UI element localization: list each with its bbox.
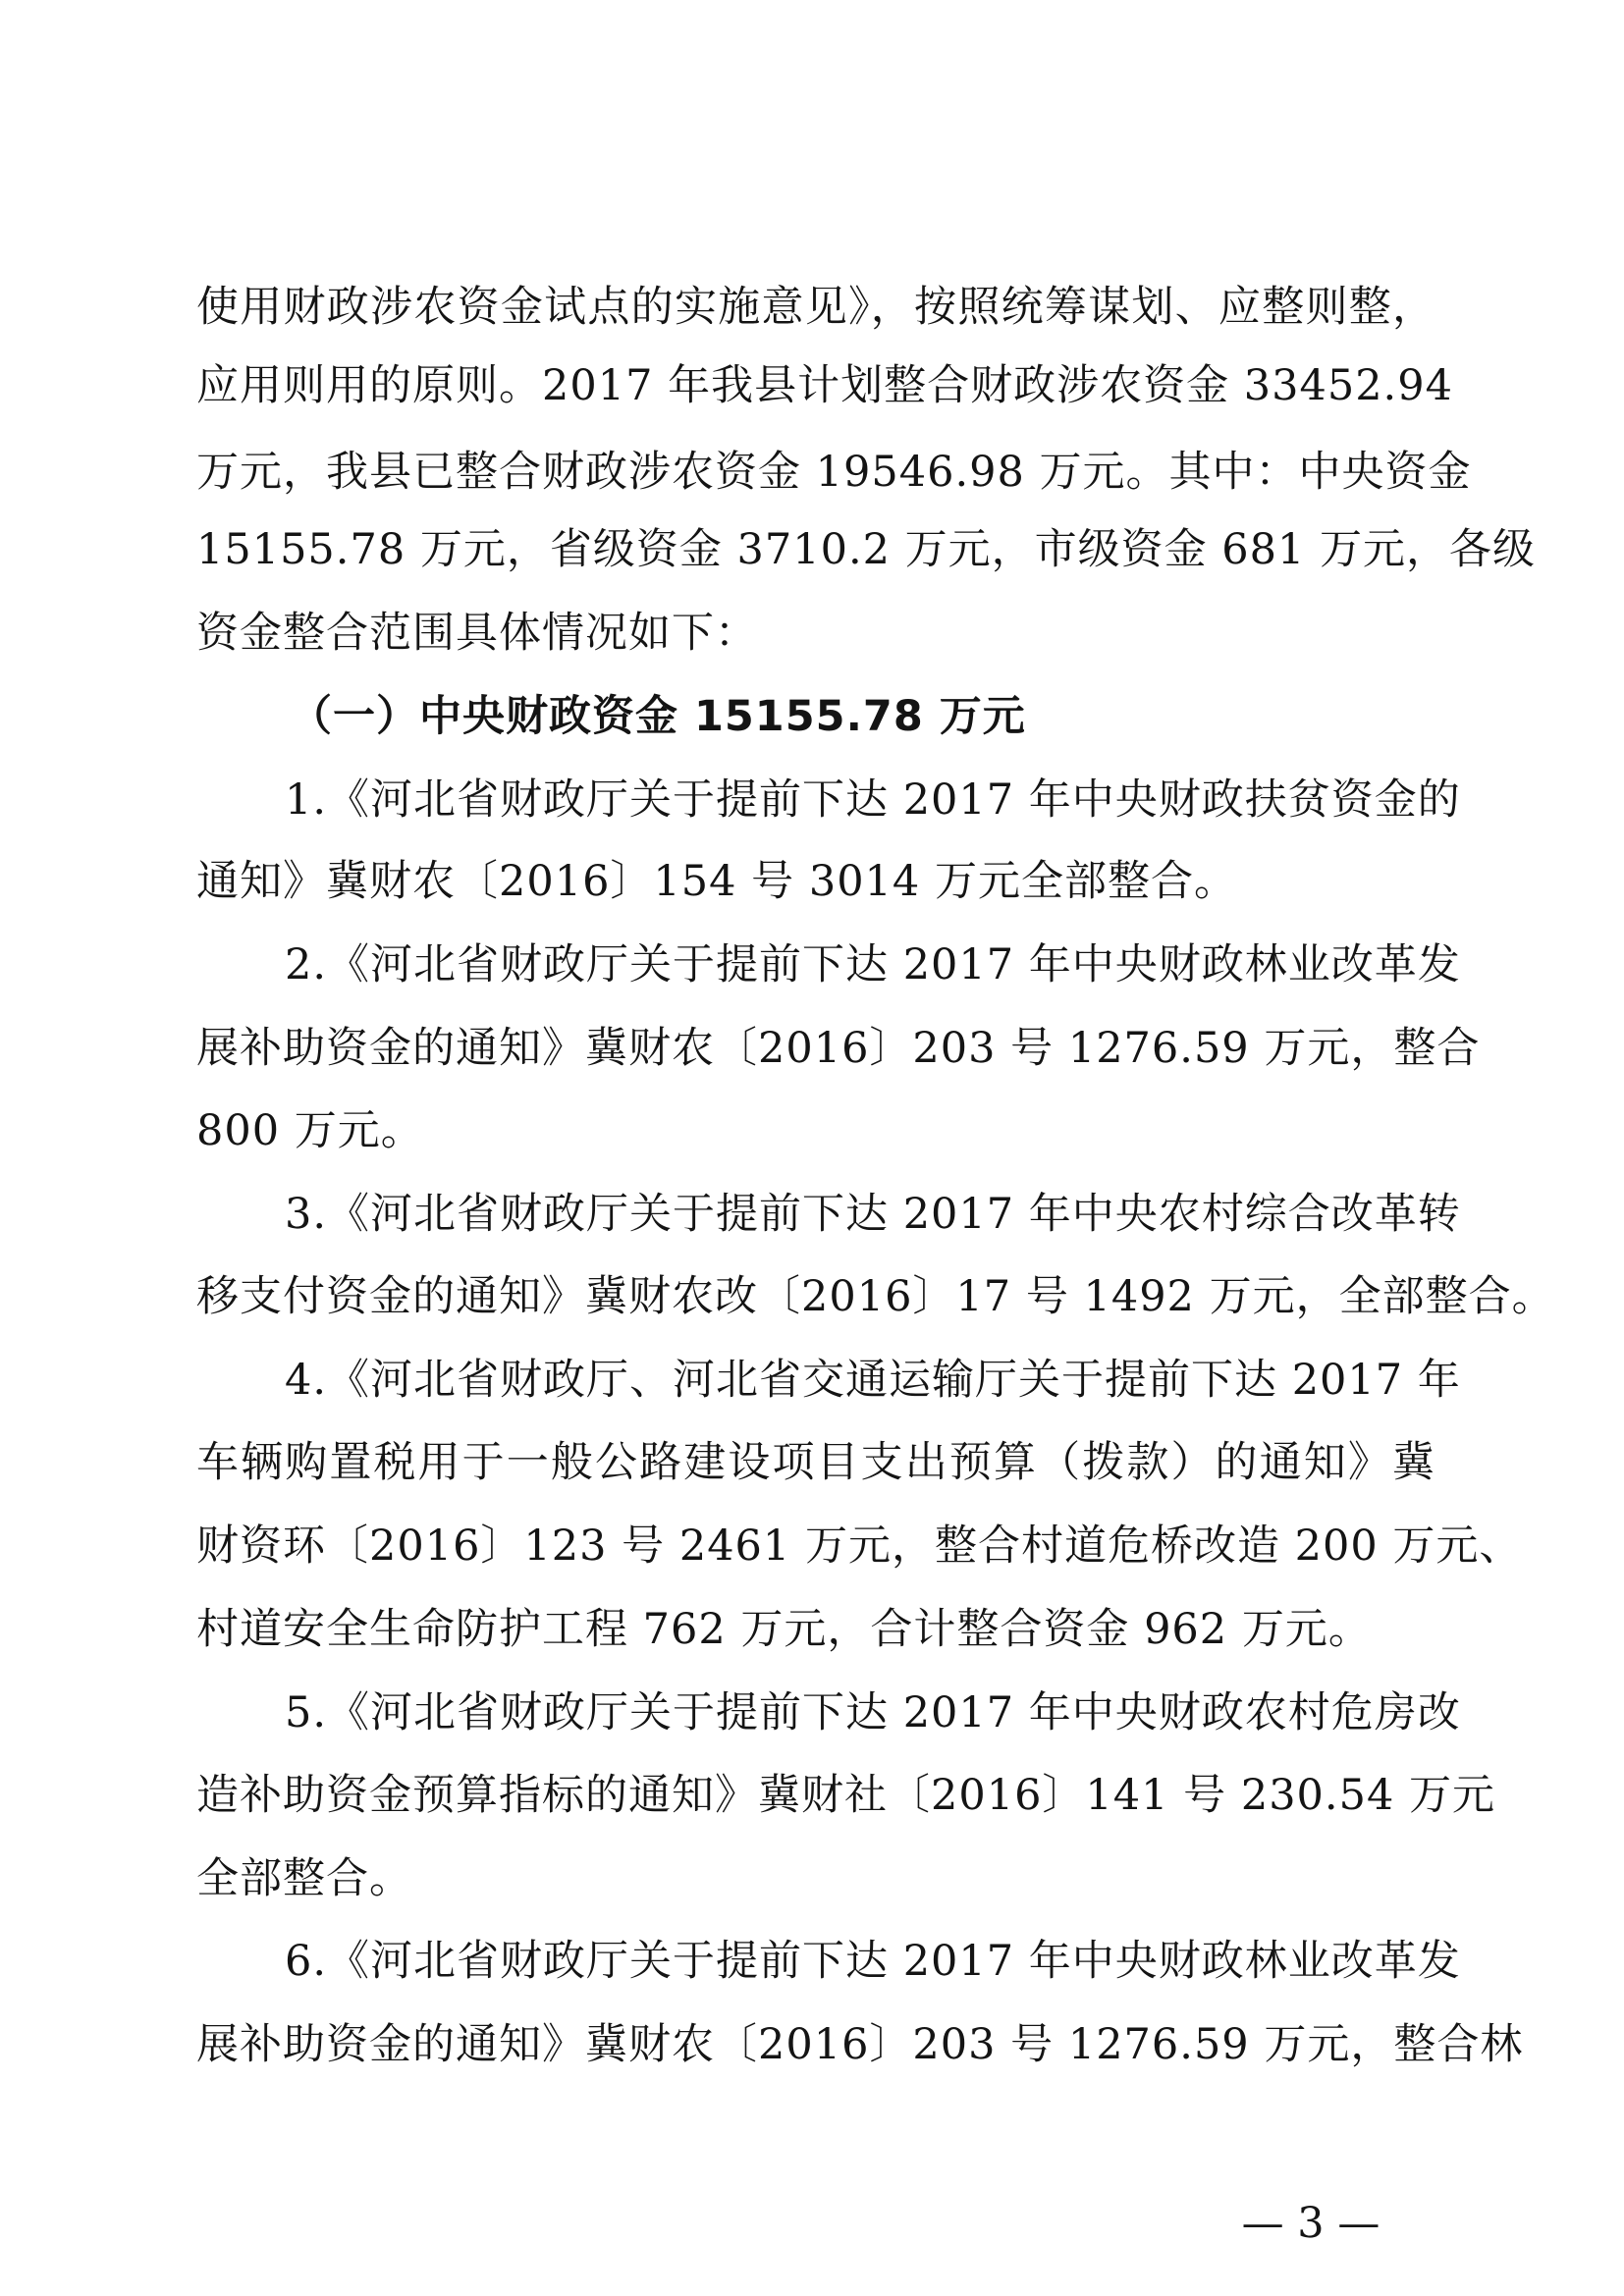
item-4-line-2: 车辆购置税用于一般公路建设项目支出预算（拨款）的通知》冀 <box>196 1438 1435 1487</box>
body-line-2: 应用则用的原则。2017 年我县计划整合财政涉农资金 33452.94 <box>196 361 1453 410</box>
item-2-line-2: 展补助资金的通知》冀财农〔2016〕203 号 1276.59 万元，整合 <box>196 1024 1481 1073</box>
item-5-line-1: 5.《河北省财政厅关于提前下达 2017 年中央财政农村危房改 <box>285 1688 1461 1737</box>
body-line-1: 使用财政涉农资金试点的实施意见》，按照统筹谋划、应整则整， <box>196 283 1435 332</box>
body-line-5: 资金整合范围具体情况如下： <box>196 609 758 658</box>
item-4-line-4: 村道安全生命防护工程 762 万元，合计整合资金 962 万元。 <box>196 1605 1372 1654</box>
item-6-line-1: 6.《河北省财政厅关于提前下达 2017 年中央财政林业改革发 <box>285 1937 1461 1986</box>
page-number: — 3 — <box>1241 2199 1380 2248</box>
item-1-line-2: 通知》冀财农〔2016〕154 号 3014 万元全部整合。 <box>196 857 1237 906</box>
item-3-line-2: 移支付资金的通知》冀财农改〔2016〕17 号 1492 万元，全部整合。 <box>196 1272 1555 1321</box>
item-5-line-2: 造补助资金预算指标的通知》冀财社〔2016〕141 号 230.54 万元 <box>196 1771 1495 1820</box>
item-3-line-1: 3.《河北省财政厅关于提前下达 2017 年中央农村综合改革转 <box>285 1190 1461 1239</box>
body-line-3: 万元，我县已整合财政涉农资金 19546.98 万元。其中：中央资金 <box>196 448 1472 497</box>
item-6-line-2: 展补助资金的通知》冀财农〔2016〕203 号 1276.59 万元，整合林 <box>196 2020 1524 2069</box>
section-heading: （一）中央财政资金 15155.78 万元 <box>290 692 1026 741</box>
body-line-4: 15155.78 万元，省级资金 3710.2 万元，市级资金 681 万元，各级 <box>196 525 1537 574</box>
item-5-line-3: 全部整合。 <box>196 1854 412 1903</box>
item-4-line-3: 财资环〔2016〕123 号 2461 万元，整合村道危桥改造 200 万元、 <box>196 1522 1523 1571</box>
item-1-line-1: 1.《河北省财政厅关于提前下达 2017 年中央财政扶贫资金的 <box>285 775 1461 825</box>
item-2-line-3: 800 万元。 <box>196 1106 424 1155</box>
item-2-line-1: 2.《河北省财政厅关于提前下达 2017 年中央财政林业改革发 <box>285 940 1461 989</box>
item-4-line-1: 4.《河北省财政厅、河北省交通运输厅关于提前下达 2017 年 <box>285 1356 1461 1405</box>
